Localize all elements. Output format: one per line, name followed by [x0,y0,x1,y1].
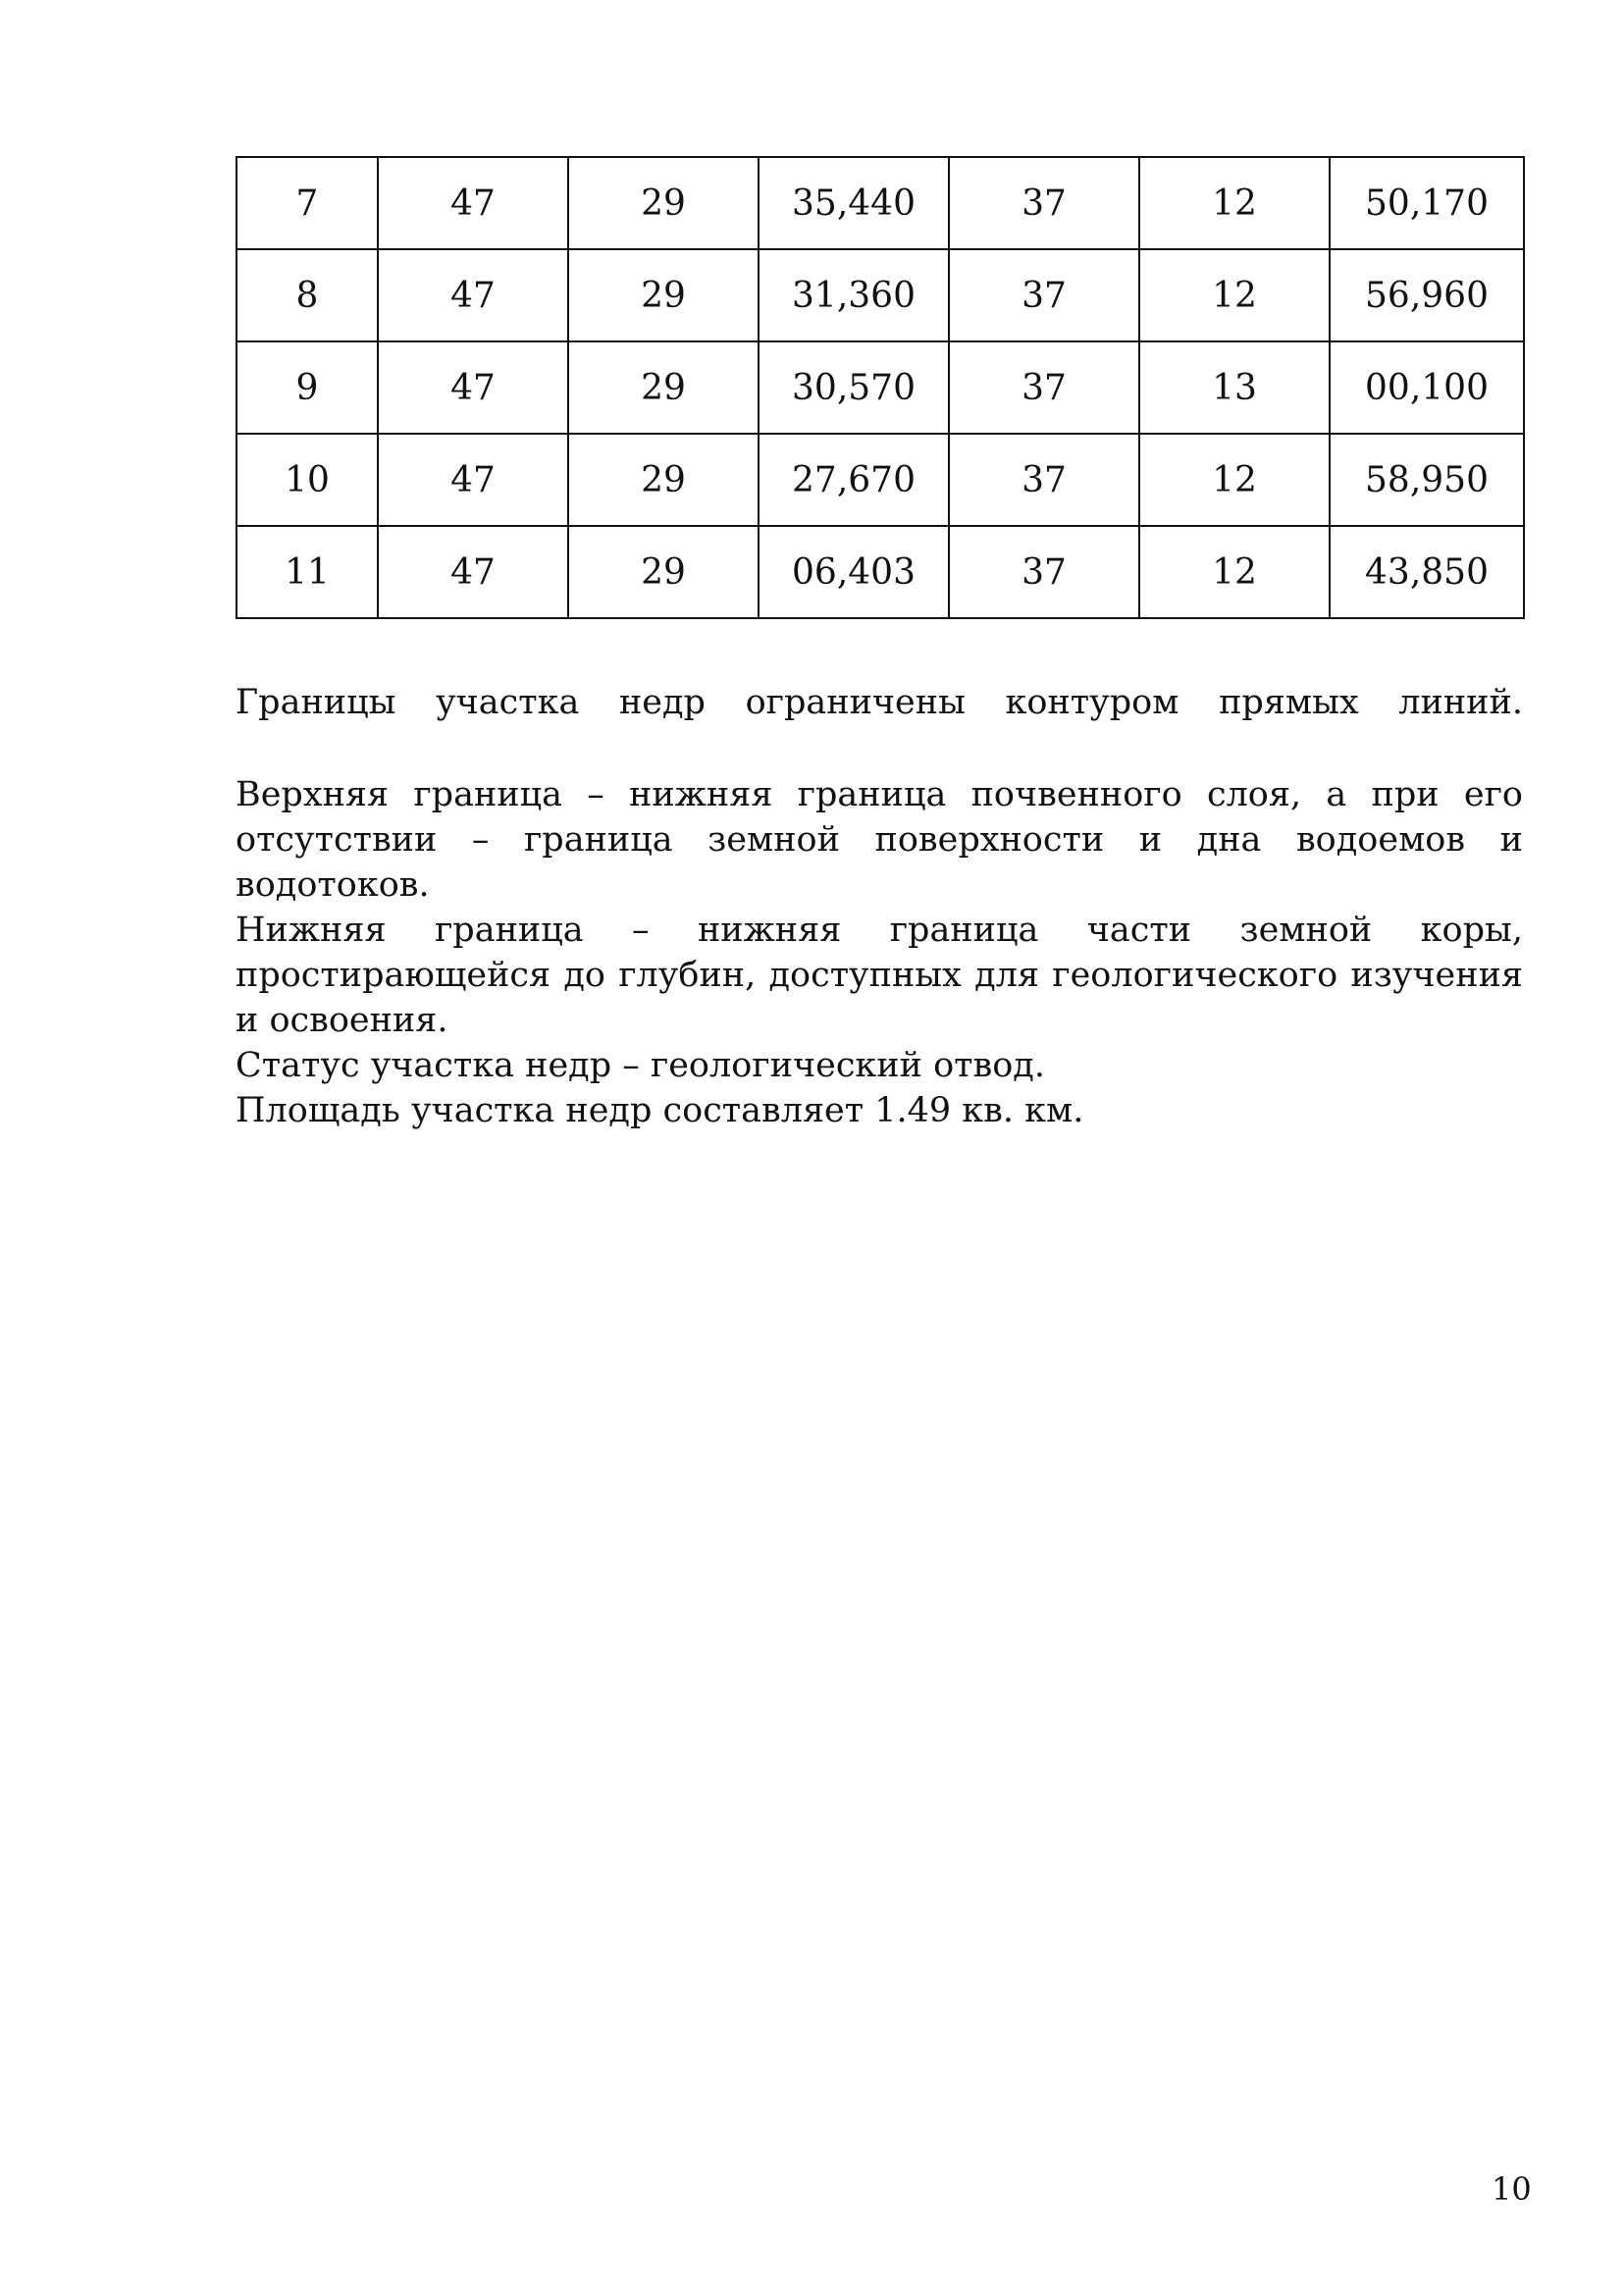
longitude-seconds-cell: 50,170 [1330,157,1524,249]
longitude-seconds-cell: 58,950 [1330,434,1524,526]
latitude-minutes-cell: 29 [568,526,759,618]
upper-boundary-paragraph: Верхняя граница – нижняя граница почвенного слоя, а при его отсутствии – граница земной поверхности и дна водоемов и водотоков. [236,775,1523,905]
latitude-minutes-cell: 29 [568,434,759,526]
longitude-seconds-cell: 00,100 [1330,341,1524,434]
boundaries-text-block [236,772,1523,1133]
word: контуром [1005,683,1179,722]
longitude-degrees-cell: 37 [949,341,1139,434]
longitude-minutes-cell: 12 [1139,157,1330,249]
latitude-degrees-cell: 47 [378,434,568,526]
point-number-cell: 11 [236,526,378,618]
lower-boundary-paragraph: Нижняя граница – нижняя граница части земной коры, простирающейся до глубин, доступных для геологического изучения и освоения. [236,911,1523,1040]
table-row [236,434,1524,526]
word: прямых [1219,683,1359,722]
latitude-minutes-cell: 29 [568,157,759,249]
latitude-seconds-cell: 31,360 [759,249,949,341]
latitude-seconds-cell: 30,570 [759,341,949,434]
longitude-minutes-cell: 12 [1139,249,1330,341]
latitude-minutes-cell: 29 [568,341,759,434]
latitude-seconds-cell: 27,670 [759,434,949,526]
area-paragraph: Площадь участка недр составляет 1.49 кв. км. [236,1091,1084,1130]
point-number-cell: 9 [236,341,378,434]
longitude-minutes-cell: 12 [1139,434,1330,526]
longitude-degrees-cell: 37 [949,526,1139,618]
point-number-cell: 10 [236,434,378,526]
table-row [236,249,1524,341]
longitude-degrees-cell: 37 [949,434,1139,526]
word: участка [436,683,580,722]
latitude-seconds-cell: 06,403 [759,526,949,618]
point-number-cell: 7 [236,157,378,249]
longitude-seconds-cell: 56,960 [1330,249,1524,341]
coordinates-table [236,156,1525,619]
latitude-degrees-cell: 47 [378,249,568,341]
point-number-cell: 8 [236,249,378,341]
longitude-minutes-cell: 13 [1139,341,1330,434]
longitude-degrees-cell: 37 [949,157,1139,249]
latitude-degrees-cell: 47 [378,341,568,434]
word: Границы [236,683,396,722]
latitude-minutes-cell: 29 [568,249,759,341]
page-number: 10 [1492,2170,1532,2208]
boundary-description-line [236,680,1523,725]
table-row [236,526,1524,618]
status-paragraph: Статус участка недр – геологический отвод. [236,1046,1045,1085]
word: недр [618,683,706,722]
latitude-seconds-cell: 35,440 [759,157,949,249]
latitude-degrees-cell: 47 [378,157,568,249]
longitude-minutes-cell: 12 [1139,526,1330,618]
latitude-degrees-cell: 47 [378,526,568,618]
word: линий. [1398,683,1523,722]
word: ограничены [745,683,966,722]
longitude-degrees-cell: 37 [949,249,1139,341]
table-row [236,157,1524,249]
table-row [236,341,1524,434]
longitude-seconds-cell: 43,850 [1330,526,1524,618]
